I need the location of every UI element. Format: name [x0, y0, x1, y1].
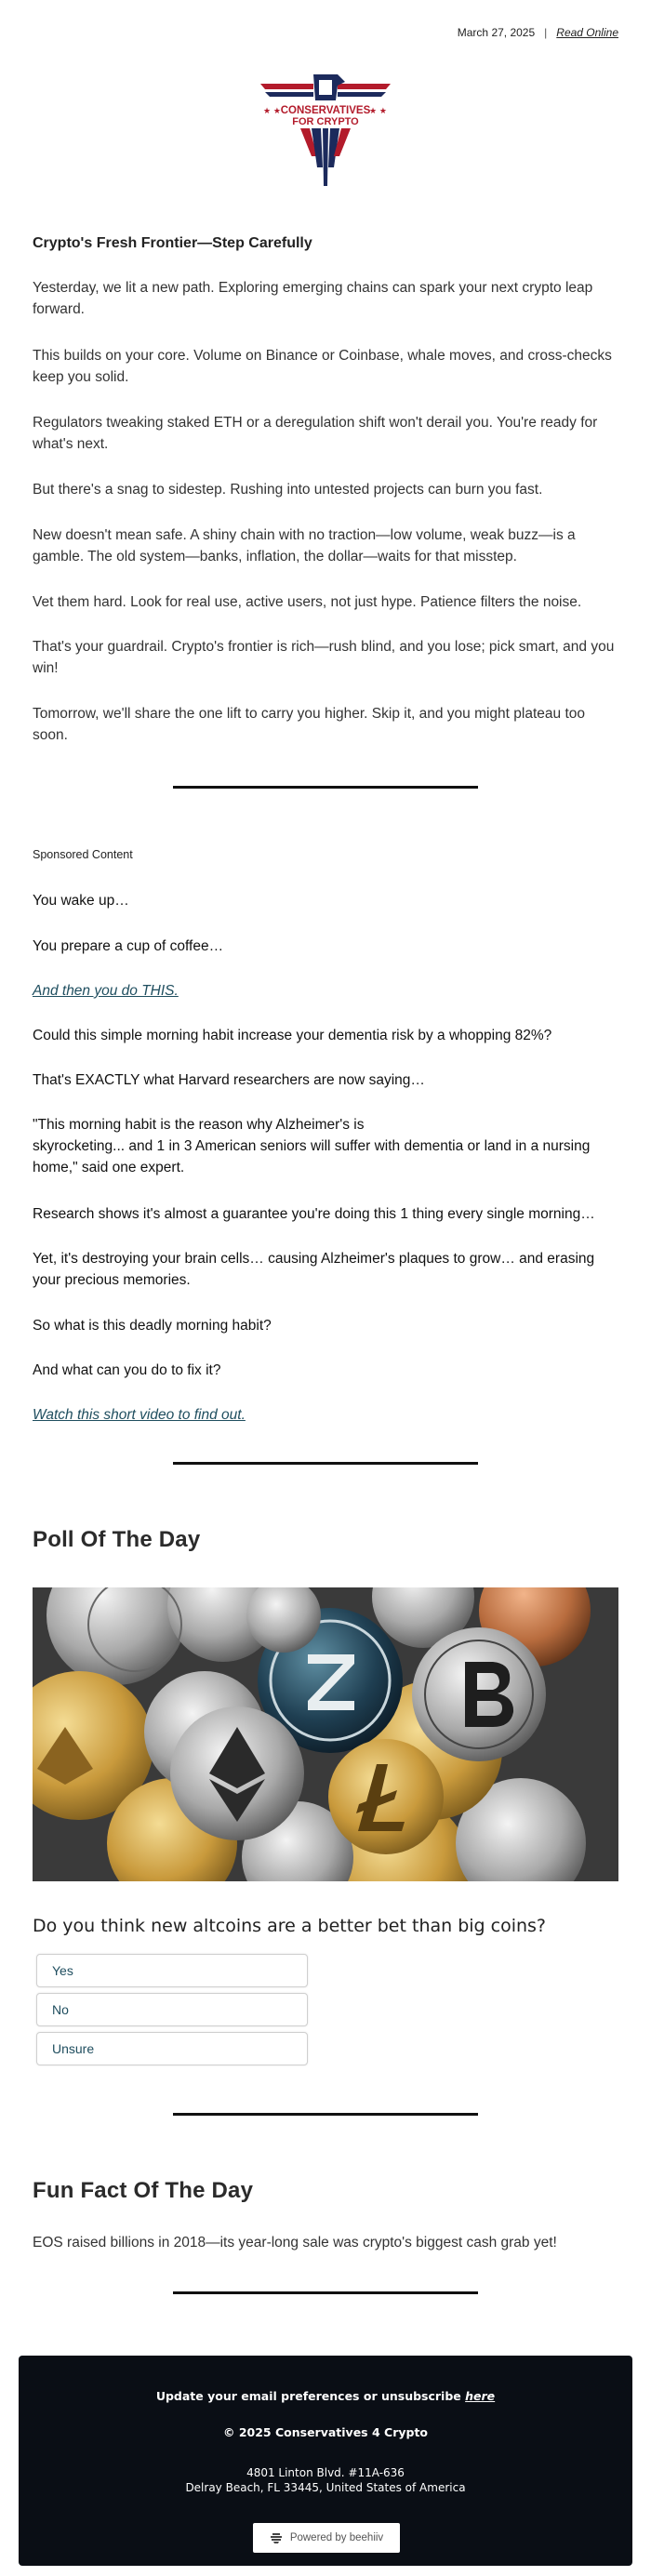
sponsored-text-5: Research shows it's almost a guarantee you're doing this 1 thing every single morning… [33, 1206, 595, 1222]
fun-fact-title: Fun Fact Of The Day [33, 2178, 254, 2203]
article-title: Crypto's Fresh Frontier—Step Carefully [33, 235, 312, 251]
article-paragraph-4: But there's a snag to sidestep. Rushing into untested projects can burn you fast. [33, 482, 543, 498]
powered-by-badge[interactable] [253, 2523, 400, 2553]
sponsored-text-6: Yet, it's destroying your brain cells… causing Alzheimer's plaques to grow… and erasing your precious memories. [33, 1251, 595, 1288]
footer-address-line-2: Delray Beach, FL 33445, United States of America [185, 2481, 466, 2494]
section-divider [173, 2291, 478, 2294]
sponsored-link-1[interactable]: And then you do THIS. [33, 983, 179, 999]
svg-text:★ ★: ★ ★ [369, 107, 387, 116]
svg-text:★ ★: ★ ★ [263, 107, 281, 116]
article-paragraph-3: Regulators tweaking staked ETH or a deregulation shift won't derail you. You're ready for what's next. [33, 415, 598, 452]
logo-tail [300, 128, 351, 186]
eagle-logo-icon [256, 67, 395, 188]
quote-line-2: skyrocketing... and 1 in 3 American seniors will suffer with dementia or land in a nursing [33, 1138, 591, 1154]
header-separator: | [544, 26, 548, 39]
section-divider [173, 1462, 478, 1465]
header-bar [458, 26, 618, 39]
logo-text-line1: CONSERVATIVES [280, 105, 371, 116]
article-paragraph-1: Yesterday, we lit a new path. Exploring emerging chains can spark your next crypto leap forward. [33, 280, 593, 317]
poll-option-unsure[interactable]: Unsure [36, 2032, 308, 2065]
sponsored-text-4: That's EXACTLY what Harvard researchers are now saying… [33, 1072, 425, 1088]
poll-option-yes[interactable]: Yes [36, 1954, 308, 1987]
poll-title: Poll Of The Day [33, 1527, 201, 1552]
footer-address [19, 2465, 632, 2495]
section-divider [173, 2113, 478, 2116]
article-paragraph-8: Tomorrow, we'll share the one lift to carry you higher. Skip it, and you might plateau too soon. [33, 706, 585, 743]
footer-preferences-text: Update your email preferences or unsubscribe [155, 2389, 466, 2403]
sponsored-link-2[interactable]: Watch this short video to find out. [33, 1407, 246, 1423]
sponsored-label: Sponsored Content [33, 848, 133, 861]
article-paragraph-2: This builds on your core. Volume on Binance or Coinbase, whale moves, and cross-checks keep you solid. [33, 348, 612, 385]
poll-option-no[interactable]: No [36, 1993, 308, 2026]
fun-fact-text: EOS raised billions in 2018—its year-long sale was crypto's biggest cash grab yet! [33, 2235, 557, 2251]
footer [19, 2356, 632, 2566]
sponsored-text-7: So what is this deadly morning habit? [33, 1318, 272, 1334]
logo-text-line2: FOR CRYPTO [292, 116, 359, 127]
poll-question: Do you think new altcoins are a better bet than big coins? [33, 1916, 547, 1936]
coins-illustration [33, 1587, 618, 1881]
sponsored-text-8: And what can you do to fix it? [33, 1362, 221, 1378]
sponsored-text-3: Could this simple morning habit increase your dementia risk by a whopping 82%? [33, 1028, 552, 1043]
crypto-coins-image [33, 1587, 618, 1881]
article-paragraph-6: Vet them hard. Look for real use, active users, not just hype. Patience filters the noise. [33, 594, 582, 610]
quote-line-1: "This morning habit is the reason why Alzheimer's is [33, 1117, 365, 1133]
footer-address-line-1: 4801 Linton Blvd. #11A-636 [246, 2466, 405, 2479]
sponsored-text-1: You wake up… [33, 893, 129, 909]
powered-by-text: Powered by beehiiv [289, 2532, 384, 2543]
read-online-link[interactable]: Read Online [556, 26, 618, 39]
article-paragraph-5: New doesn't mean safe. A shiny chain with no traction—low volume, weak buzz—is a gamble. The old system—banks, inflation, the dollar—waits for that misstep. [33, 527, 576, 564]
issue-date: March 27, 2025 [457, 26, 536, 39]
quote-line-3: home," said one expert. [33, 1160, 185, 1175]
footer-copyright: © 2025 Conservatives 4 Crypto [222, 2425, 429, 2439]
article-paragraph-7: That's your guardrail. Crypto's frontier is rich—rush blind, and you lose; pick smart, and you win! [33, 639, 615, 676]
footer-preferences [19, 2389, 632, 2403]
sponsored-quote [33, 1114, 618, 1178]
article-section [33, 235, 618, 252]
unsubscribe-link[interactable]: here [465, 2389, 496, 2403]
beehiiv-icon [270, 2531, 283, 2544]
section-divider [173, 786, 478, 789]
sponsored-text-2: You prepare a cup of coffee… [33, 938, 224, 954]
